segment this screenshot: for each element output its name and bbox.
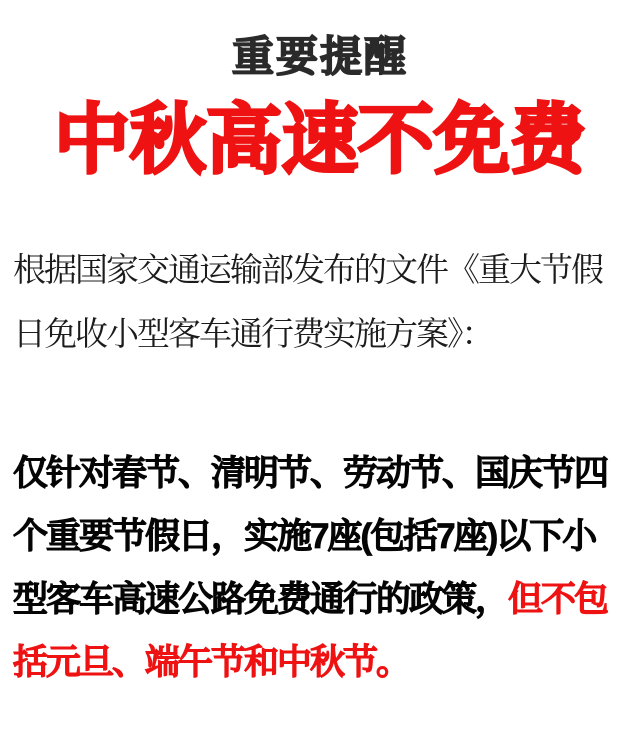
intro-paragraph: 根据国家交通运输部发布的文件《重大节假日免收小型客车通行费实施方案》：: [13, 251, 602, 352]
kicker-title: 重要提醒: [231, 33, 408, 80]
policy-paragraph: [13, 442, 627, 694]
policy-text-black: 仅针对春节、清明节、劳动节、国庆节四个重要节假日，实施7座(包括7座)以下小型客车高速公路免费通行的政策，: [13, 454, 608, 619]
poster-header: [0, 0, 640, 184]
main-title: 中秋高速不免费: [54, 98, 586, 183]
policy-text-red: 但不包括元旦、端午节和中秋节。: [13, 580, 608, 682]
